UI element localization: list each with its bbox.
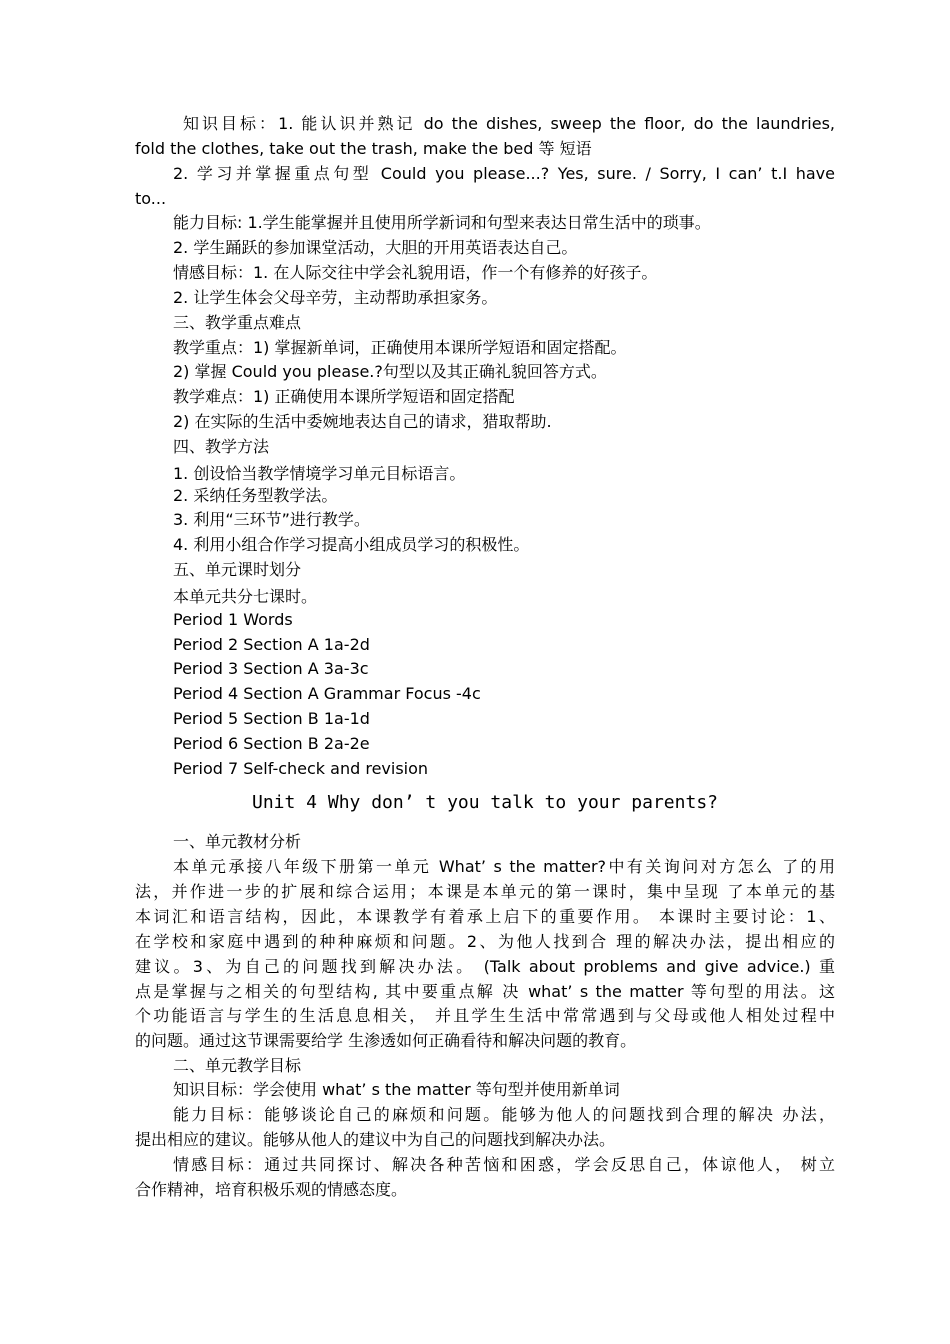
knowledge-objective-line-1: 知识目标：1. 能认识并熟记 do the dishes, sweep the floor, do the laundries,: [183, 114, 835, 133]
analysis-line: 本单元承接八年级下册第一单元 What’ s the matter?中有关询问对方怎么 了的用: [173, 857, 835, 876]
period-item: Period 3 Section A 3a-3c: [173, 659, 369, 678]
method-item: 2. 采纳任务型教学法。: [173, 486, 338, 505]
period-item: Period 2 Section A 1a-2d: [173, 635, 370, 654]
teaching-focus-2: 2) 掌握 Could you please.?句型以及其正确礼貌回答方式。: [173, 362, 607, 381]
knowledge-objective-line-2: fold the clothes, take out the trash, make the bed 等 短语: [135, 139, 592, 158]
period-item: Period 6 Section B 2a-2e: [173, 734, 370, 753]
periods-heading: 五、单元课时划分: [173, 560, 302, 579]
methods-heading: 四、教学方法: [173, 437, 270, 456]
key-points-heading: 三、教学重点难点: [173, 313, 302, 332]
analysis-line: 个功能语言与学生的生活息息相关， 并且学生生活中常常遇到与父母或他人相处过程中: [135, 1006, 835, 1025]
ability-objective-2: 2. 学生踊跃的参加课堂活动，大胆的开用英语表达自己。: [173, 238, 578, 257]
analysis-heading: 一、单元教材分析: [173, 832, 302, 851]
emotion-objective-1: 情感目标：1. 在人际交往中学会礼貌用语，作一个有修养的好孩子。: [173, 263, 658, 282]
teaching-difficulty-1: 教学难点：1) 正确使用本课所学短语和固定搭配: [173, 387, 515, 406]
analysis-line: 的问题。通过这节课需要给学 生渗透如何正确看待和解决问题的教育。: [135, 1031, 637, 1050]
unit-emotion-objective-line-2: 合作精神，培育积极乐观的情感态度。: [135, 1180, 408, 1199]
knowledge-objective-item2-line-2: to...: [135, 189, 167, 208]
knowledge-objective-item2-line-1: 2. 学习并掌握重点句型 Could you please...? Yes, sure. / Sorry, I can’ t.I have: [173, 164, 835, 183]
emotion-objective-2: 2. 让学生体会父母辛劳，主动帮助承担家务。: [173, 288, 498, 307]
period-item: Period 1 Words: [173, 610, 293, 629]
unit-emotion-objective-line-1: 情感目标：通过共同探讨、解决各种苦恼和困惑，学会反思自己，体谅他人， 树立: [173, 1155, 835, 1174]
analysis-line: 在学校和家庭中遇到的种种麻烦和问题。2、为他人找到合 理的解决办法，提出相应的: [135, 932, 835, 951]
analysis-line: 本词汇和语言结构，因此，本课教学有着承上启下的重要作用。 本课时主要讨论：1、: [135, 907, 835, 926]
ability-objective-1: 能力目标: 1.学生能掌握并且使用所学新词和句型来表达日常生活中的琐事。: [173, 213, 711, 232]
periods-intro: 本单元共分七课时。: [173, 587, 318, 606]
analysis-line: 法，并作进一步的扩展和综合运用；本课是本单元的第一课时，集中呈现 了本单元的基: [135, 882, 835, 901]
unit-title: Unit 4 Why don’ t you talk to your parents?: [252, 792, 718, 813]
teaching-focus-1: 教学重点：1) 掌握新单词，正确使用本课所学短语和固定搭配。: [173, 338, 627, 357]
period-item: Period 7 Self-check and revision: [173, 759, 429, 778]
analysis-line: 点是掌握与之相关的句型结构, 其中要重点解 决 what’ s the matter 等句型的用法。这: [135, 982, 835, 1001]
teaching-difficulty-2: 2) 在实际的生活中委婉地表达自己的请求，猎取帮助.: [173, 412, 552, 431]
period-item: Period 4 Section A Grammar Focus -4c: [173, 684, 481, 703]
unit-knowledge-objective: 知识目标：学会使用 what’ s the matter 等句型并使用新单词: [173, 1080, 620, 1099]
unit-ability-objective-line-1: 能力目标：能够谈论自己的麻烦和问题。能够为他人的问题找到合理的解决 办法，: [173, 1105, 835, 1124]
period-item: Period 5 Section B 1a-1d: [173, 709, 370, 728]
unit-ability-objective-line-2: 提出相应的建议。能够从他人的建议中为自己的问题找到解决办法。: [135, 1130, 616, 1149]
method-item: 4. 利用小组合作学习提高小组成员学习的积极性。: [173, 535, 530, 554]
unit-objectives-heading: 二、单元教学目标: [173, 1056, 302, 1075]
method-item: 1. 创设恰当教学情境学习单元目标语言。: [173, 464, 466, 483]
method-item: 3. 利用“三环节”进行教学。: [173, 510, 370, 529]
analysis-line: 建议。3、为自己的问题找到解决办法。 (Talk about problems and give advice.) 重: [135, 957, 835, 976]
